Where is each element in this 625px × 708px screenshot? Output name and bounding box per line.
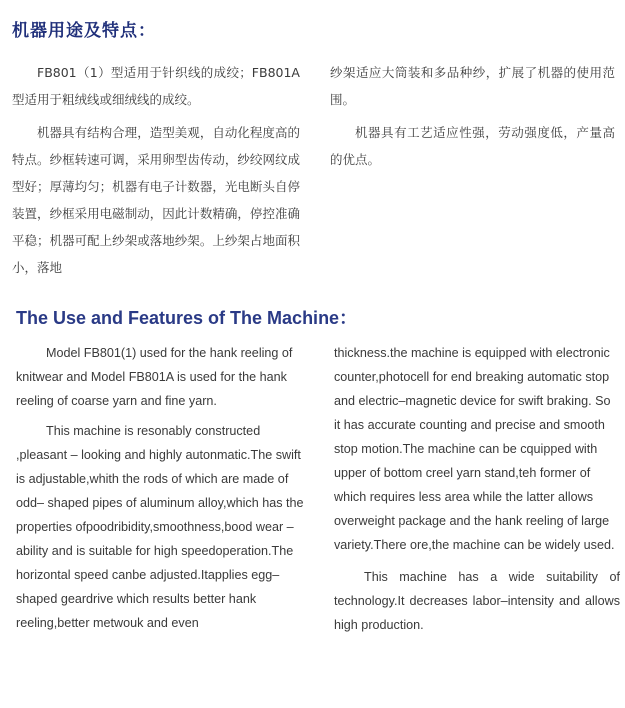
english-paragraph-2: This machine is resonably constructed ,pleasant – looking and highly autonmatic.The swift is adjustable,whith the rods of which are made of odd– shaped pipes of aluminum alloy,which has the properties ofpoodribidity,smoothness,bood wear –ability and is suitable for high speedoperation.The horizontal speed canbe adjusted.Itapplies egg–shaped geardrive which results better hank reeling,better metwouk and even <box>16 424 304 630</box>
chinese-right-column <box>330 59 615 179</box>
english-heading: The Use and Features of The Machine： <box>16 308 358 328</box>
chinese-left-column <box>12 59 300 287</box>
english-right-column <box>334 341 620 643</box>
chinese-heading: 机器用途及特点： <box>12 21 156 41</box>
english-paragraph-4: This machine has a wide suitability of technology.It decreases labor–intensity and allows high production. <box>334 570 620 632</box>
english-paragraph-1: Model FB801(1) used for the hank reeling of knitwear and Model FB801A is used for the hank reeling of coarse yarn and fine yarn. <box>16 346 293 408</box>
chinese-paragraph-1: FB801（1）型适用于针织线的成绞；FB801A型适用于粗绒线或细绒线的成绞。 <box>12 65 300 107</box>
english-left-column <box>16 341 308 641</box>
english-paragraph-3: thickness.the machine is equipped with electronic counter,photocell for end breaking automatic stop and electric–magnetic device for swift braking. So it has accurate counting and precise and smooth stop motion.The machine can be cquipped with upper of bottom creel yarn stand,teh former of which requires less area while the latter allows overweight package and the hank reeling of large variety.There ore,the machine can be widely used. <box>334 346 615 552</box>
chinese-paragraph-2: 机器具有结构合理，造型美观，自动化程度高的特点。纱框转速可调，采用卵型齿传动，纱绞网纹成型好；厚薄均匀；机器有电子计数器，光电断头自停装置，纱框采用电磁制动，因此计数精确，停控准确平稳；机器可配上纱架或落地纱架。上纱架占地面积小，落地 <box>12 125 300 275</box>
chinese-paragraph-4: 机器具有工艺适应性强，劳动强度低，产量高的优点。 <box>330 125 615 167</box>
chinese-paragraph-3: 纱架适应大筒装和多品种纱，扩展了机器的使用范围。 <box>330 65 615 107</box>
